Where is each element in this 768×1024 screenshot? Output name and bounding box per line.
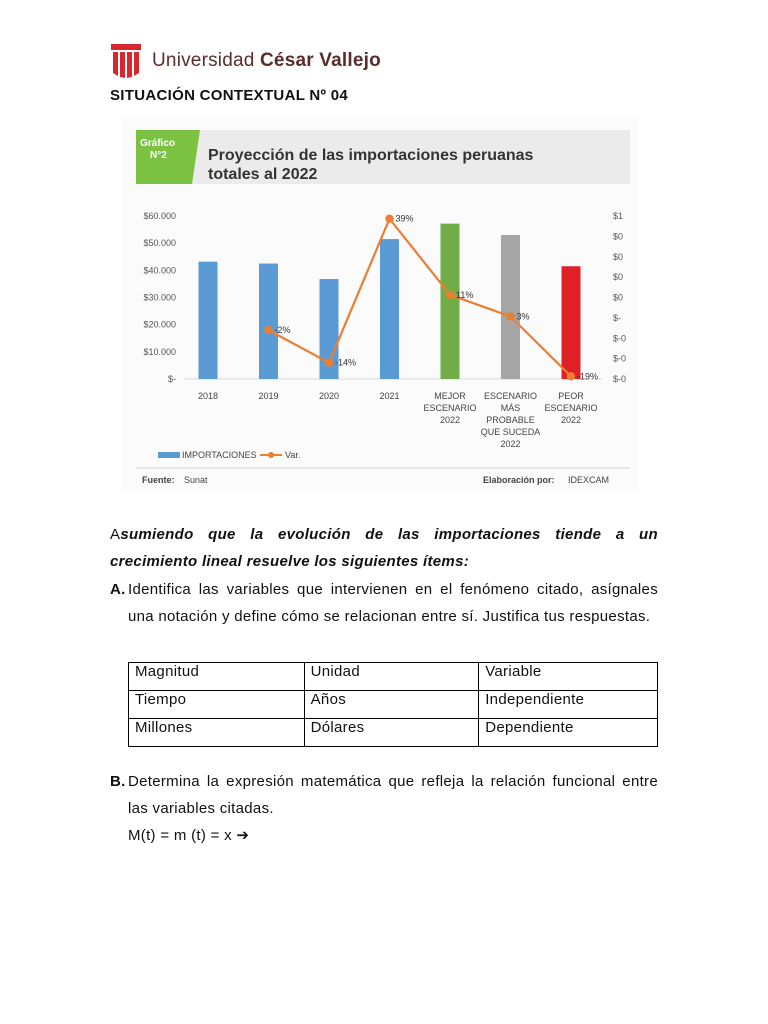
chart-source-value: Sunat xyxy=(184,475,208,485)
y2-axis-tick-label: $-0 xyxy=(613,333,627,344)
chart-title-line2: totales al 2022 xyxy=(208,166,318,183)
x-axis-category-label: 2020 xyxy=(318,391,340,401)
table-cell: Magnitud xyxy=(129,663,305,691)
y-axis-tick-label: $30.000 xyxy=(143,292,176,303)
x-axis-category-label: PROBABLE xyxy=(486,415,535,425)
page-heading: SITUACIÓN CONTEXTUAL Nº 04 xyxy=(110,87,349,104)
logo-name-bold: César Vallejo xyxy=(260,50,381,71)
var-point xyxy=(446,291,454,299)
x-axis-category-label: 2022 xyxy=(560,415,582,425)
logo-name: Universidad xyxy=(152,50,255,71)
y-axis-tick-label: $10.000 xyxy=(143,346,176,357)
x-axis-category-label: 2021 xyxy=(379,391,400,401)
table-cell: Años xyxy=(304,691,479,719)
x-axis-category-label: MÁS xyxy=(500,403,521,413)
var-point xyxy=(264,326,272,334)
var-data-label: 39% xyxy=(395,213,414,224)
y2-axis-tick-label: $0 xyxy=(613,251,624,262)
x-axis-category-label: PEOR xyxy=(558,391,584,401)
y2-axis-tick-label: $0 xyxy=(613,231,624,242)
item-b-label: B. xyxy=(110,773,126,790)
table-cell: Variable xyxy=(479,663,658,691)
variables-table xyxy=(128,662,658,747)
table-cell: Millones xyxy=(129,719,305,747)
intro-paragraph xyxy=(110,521,658,575)
x-axis-category-label: QUE SUCEDA xyxy=(480,427,541,437)
legend-var-marker xyxy=(268,452,274,458)
item-b-text: Determina la expresión matemática que refleja la relación funcional entre las variables citadas. xyxy=(128,773,658,817)
chart-svg xyxy=(122,116,638,492)
var-data-label: 3% xyxy=(516,311,530,322)
x-axis-category-label: ESCENARIO xyxy=(544,403,598,413)
chart-figure xyxy=(122,116,638,492)
y2-axis-tick-label: $-0 xyxy=(613,374,627,384)
table-row xyxy=(129,719,658,747)
y2-axis-tick-label: $0 xyxy=(613,292,624,303)
var-data-label: -2% xyxy=(274,325,291,336)
var-series-line xyxy=(269,219,572,377)
chart-badge-line2: N°2 xyxy=(150,150,167,161)
chart-credit-value: IDEXCAM xyxy=(568,475,610,485)
var-data-label: 11% xyxy=(456,289,474,300)
x-axis-category-label: ESCENARIO xyxy=(423,403,477,413)
table-cell: Tiempo xyxy=(129,691,305,719)
y2-axis-tick-label: $- xyxy=(613,312,622,323)
intro-first-letter: A xyxy=(110,526,121,543)
item-b xyxy=(110,768,658,822)
bar xyxy=(501,235,520,379)
y2-axis-tick-label: $0 xyxy=(613,272,624,283)
table-row xyxy=(129,663,658,691)
x-axis-category-label: 2022 xyxy=(439,415,461,425)
chart-title-line1: Proyección de las importaciones peruanas xyxy=(208,147,534,164)
item-a-label: A. xyxy=(110,581,126,598)
y-axis-tick-label: $40.000 xyxy=(143,265,176,276)
chart-badge-line1: Gráfico xyxy=(140,138,176,149)
x-axis-category-label: 2019 xyxy=(258,391,279,401)
y2-axis-tick-label: $-0 xyxy=(613,353,627,364)
formula-line: M(t) = m (t) = x ➔ xyxy=(128,827,250,844)
var-point xyxy=(506,312,514,320)
y-axis-tick-label: $50.000 xyxy=(143,238,176,249)
chart-credit-label: Elaboración por: xyxy=(483,475,555,485)
var-point xyxy=(385,215,393,223)
legend-importaciones-label: IMPORTACIONES xyxy=(182,450,257,460)
university-logo xyxy=(110,42,381,80)
bar xyxy=(562,266,581,379)
table-cell: Unidad xyxy=(304,663,479,691)
item-a-text: Identifica las variables que intervienen en el fenómeno citado, asígnales una notación y define cómo se relacionan entre sí. Justifica tus respuestas. xyxy=(128,581,658,625)
bar xyxy=(380,239,399,379)
y-axis-tick-label: $60.000 xyxy=(143,211,176,221)
university-shield-logo-icon xyxy=(110,43,142,79)
x-axis-category-label: MEJOR xyxy=(434,391,466,401)
table-row xyxy=(129,691,658,719)
y2-axis-tick-label: $1 xyxy=(613,211,624,221)
x-axis-category-label: 2022 xyxy=(500,439,521,449)
chart-source-label: Fuente: xyxy=(142,475,175,485)
var-data-label: -14% xyxy=(335,357,357,368)
bar xyxy=(441,224,460,379)
table-cell: Dependiente xyxy=(479,719,658,747)
bar xyxy=(199,262,218,379)
bar xyxy=(259,264,278,379)
y-axis-tick-label: $- xyxy=(167,374,176,384)
table-cell: Independiente xyxy=(479,691,658,719)
var-point xyxy=(325,359,333,367)
x-axis-category-label: 2018 xyxy=(197,391,219,401)
var-data-label: -19% xyxy=(577,371,599,382)
y-axis-tick-label: $20.000 xyxy=(143,319,176,330)
chart-plot-area xyxy=(143,211,626,449)
x-axis-category-label: ESCENARIO xyxy=(483,391,538,401)
legend-var-label: Var. xyxy=(285,450,301,460)
intro-text: sumiendo que la evolución de las importaciones tiende a un crecimiento lineal resuelve los siguientes ítems: xyxy=(110,526,658,570)
item-a xyxy=(110,576,658,630)
legend-importaciones-swatch xyxy=(158,452,180,458)
table-cell: Dólares xyxy=(304,719,479,747)
var-point xyxy=(567,372,575,380)
